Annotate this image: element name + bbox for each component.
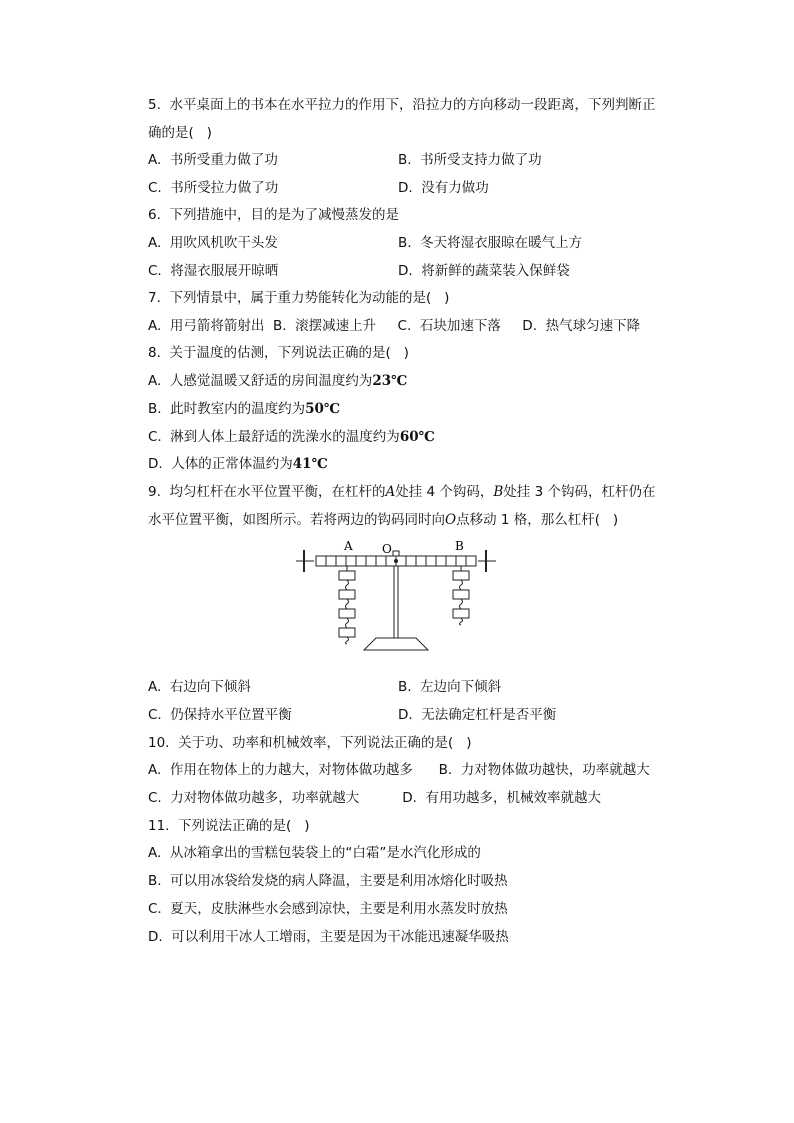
pivot-cap [393, 551, 399, 556]
q6-stem: 6. 下列措施中，目的是为了减慢蒸发的是 [148, 207, 399, 223]
q9-option-d: D. 无法确定杠杆是否平衡 [398, 707, 557, 723]
q5-stem-line1: 5. 水平桌面上的书本在水平拉力的作用下，沿拉力的方向移动一段距离，下列判断正 [148, 97, 656, 113]
q6-option-c: C. 将湿衣服展开晾晒 [148, 263, 279, 279]
q11-option-a: A. 从冰箱拿出的雪糕包装袋上的“白霜”是水汽化形成的 [148, 845, 481, 861]
figure-label-b: B [455, 539, 464, 553]
q8-option-a: A. 人感觉温暖又舒适的房间温度约为23℃ [148, 373, 408, 389]
q8-option-d: D. 人体的正常体温约为41℃ [148, 456, 328, 472]
q8-a-value: 23℃ [372, 373, 408, 389]
q5-option-b: B. 书所受支持力做了功 [398, 152, 542, 168]
q8-b-value: 50℃ [305, 401, 341, 417]
q10-options-cd: C. 力对物体做功越多，功率就越大 D. 有用功越多，机械效率就越大 [148, 790, 601, 806]
q9-stem-line2: 水平位置平衡，如图所示。若将两边的钩码同时向O点移动 1 格，那么杠杆( ) [148, 512, 619, 528]
q5-option-c: C. 书所受拉力做了功 [148, 180, 279, 196]
pivot-point [395, 560, 398, 563]
q7-stem: 7. 下列情景中，属于重力势能转化为动能的是( ) [148, 290, 450, 306]
q9-option-c: C. 仍保持水平位置平衡 [148, 707, 292, 723]
q5-option-d: D. 没有力做功 [398, 180, 489, 196]
q8-stem: 8. 关于温度的估测，下列说法正确的是( ) [148, 345, 409, 361]
q5-option-a: A. 书所受重力做了功 [148, 152, 278, 168]
right-weights [453, 566, 469, 625]
lever-figure [292, 538, 502, 656]
q11-stem: 11. 下列说法正确的是( ) [148, 818, 310, 834]
figure-label-o: O [382, 542, 392, 556]
q11-option-c: C. 夏天，皮肤淋些水会感到凉快，主要是利用水蒸发时放热 [148, 901, 508, 917]
q6-option-a: A. 用吹风机吹干头发 [148, 235, 278, 251]
q9-option-b: B. 左边向下倾斜 [398, 679, 502, 695]
left-weights [339, 566, 355, 644]
figure-label-a: A [344, 539, 353, 553]
q7-options: A. 用弓箭将箭射出 B. 滚摆减速上升 C. 石块加速下落 D. 热气球匀速下降 [148, 318, 641, 334]
q5-stem-line2: 确的是( ) [148, 125, 212, 141]
q10-options-ab: A. 作用在物体上的力越大，对物体做功越多 B. 力对物体做功越快，功率就越大 [148, 762, 650, 778]
stand-base [364, 638, 428, 650]
q8-option-c: C. 淋到人体上最舒适的洗澡水的温度约为60℃ [148, 429, 435, 445]
q8-c-value: 60℃ [399, 429, 435, 445]
q8-d-value: 41℃ [292, 456, 328, 472]
q10-stem: 10. 关于功、功率和机械效率，下列说法正确的是( ) [148, 735, 472, 751]
q6-option-b: B. 冬天将湿衣服晾在暖气上方 [398, 235, 583, 251]
q9-stem-line1: 9. 均匀杠杆在水平位置平衡，在杠杆的A处挂 4 个钩码，B处挂 3 个钩码，杠杆仍在 [148, 484, 656, 500]
q9-option-a: A. 右边向下倾斜 [148, 679, 251, 695]
q11-option-b: B. 可以用冰袋给发烧的病人降温，主要是利用冰熔化时吸热 [148, 873, 508, 889]
q11-option-d: D. 可以利用干冰人工增雨，主要是因为干冰能迅速凝华吸热 [148, 929, 509, 945]
q6-option-d: D. 将新鲜的蔬菜装入保鲜袋 [398, 263, 570, 279]
q8-option-b: B. 此时教室内的温度约为50℃ [148, 401, 341, 417]
